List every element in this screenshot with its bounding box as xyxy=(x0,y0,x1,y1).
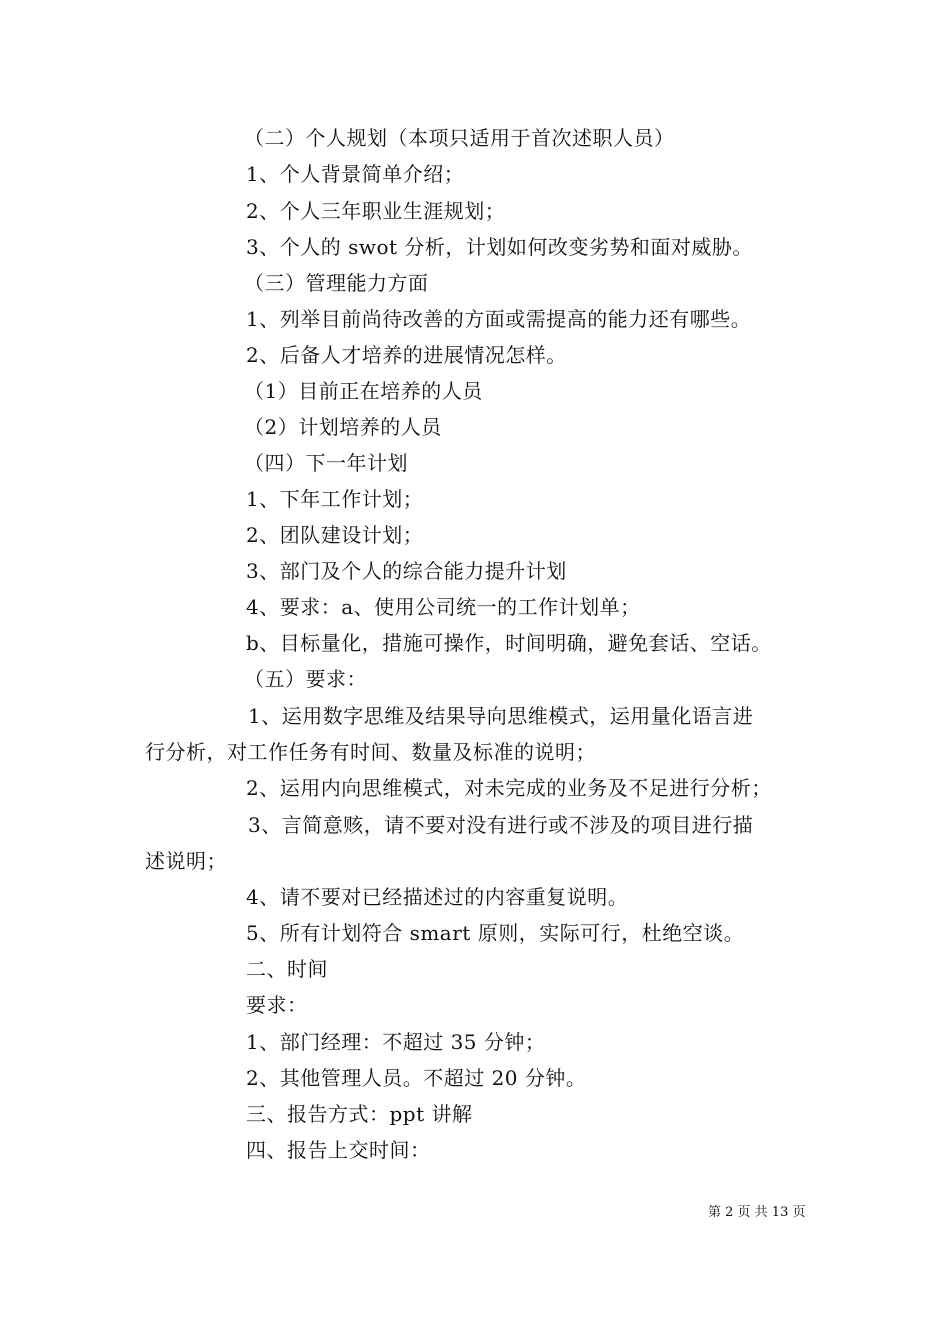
list-item: 1、下年工作计划； xyxy=(246,487,424,511)
list-item: 2、运用内向思维模式，对未完成的业务及不足进行分析； xyxy=(246,776,772,800)
list-item: 1、列举目前尚待改善的方面或需提高的能力还有哪些。 xyxy=(246,307,752,331)
list-item: 2、其他管理人员。不超过 20 分钟。 xyxy=(246,1066,587,1090)
list-item: （1）目前正在培养的人员 xyxy=(244,379,483,403)
list-item: （2）计划培养的人员 xyxy=(244,415,442,439)
section-heading-time: 二、时间 xyxy=(246,957,328,981)
list-item: 2、团队建设计划； xyxy=(246,523,424,547)
list-item: b、目标量化，措施可操作，时间明确，避免套话、空话。 xyxy=(246,631,772,655)
list-item: 3、个人的 swot 分析，计划如何改变劣势和面对威胁。 xyxy=(246,235,753,259)
list-item-continued: 述说明； xyxy=(145,849,227,873)
section-heading-report-method: 三、报告方式：ppt 讲解 xyxy=(246,1102,473,1126)
list-item: 2、个人三年职业生涯规划； xyxy=(246,199,506,223)
section-heading-next-year: （四）下一年计划 xyxy=(244,451,408,475)
page-number: 第 2 页 共 13 页 xyxy=(708,1205,806,1220)
section-heading-management: （三）管理能力方面 xyxy=(244,271,429,295)
list-item: 3、言简意赅，请不要对没有进行或不涉及的项目进行描 xyxy=(248,813,754,837)
list-item: 1、个人背景简单介绍； xyxy=(246,162,465,186)
list-item: 1、部门经理：不超过 35 分钟； xyxy=(246,1030,546,1054)
list-item: 4、请不要对已经描述过的内容重复说明。 xyxy=(246,885,629,909)
list-item: 5、所有计划符合 smart 原则，实际可行，杜绝空谈。 xyxy=(246,921,745,945)
section-heading-personal-plan: （二）个人规划（本项只适用于首次述职人员） xyxy=(244,126,675,150)
subheading-requirements: 要求： xyxy=(246,993,308,1017)
list-item: 2、后备人才培养的进展情况怎样。 xyxy=(246,343,567,367)
list-item: 3、部门及个人的综合能力提升计划 xyxy=(246,559,567,583)
section-heading-requirements: （五）要求： xyxy=(244,667,367,691)
list-item-continued: 行分析，对工作任务有时间、数量及标准的说明； xyxy=(145,740,596,764)
list-item: 1、运用数字思维及结果导向思维模式，运用量化语言进 xyxy=(248,704,754,728)
list-item: 4、要求：a、使用公司统一的工作计划单； xyxy=(246,595,641,619)
section-heading-submit-time: 四、报告上交时间： xyxy=(246,1138,431,1162)
